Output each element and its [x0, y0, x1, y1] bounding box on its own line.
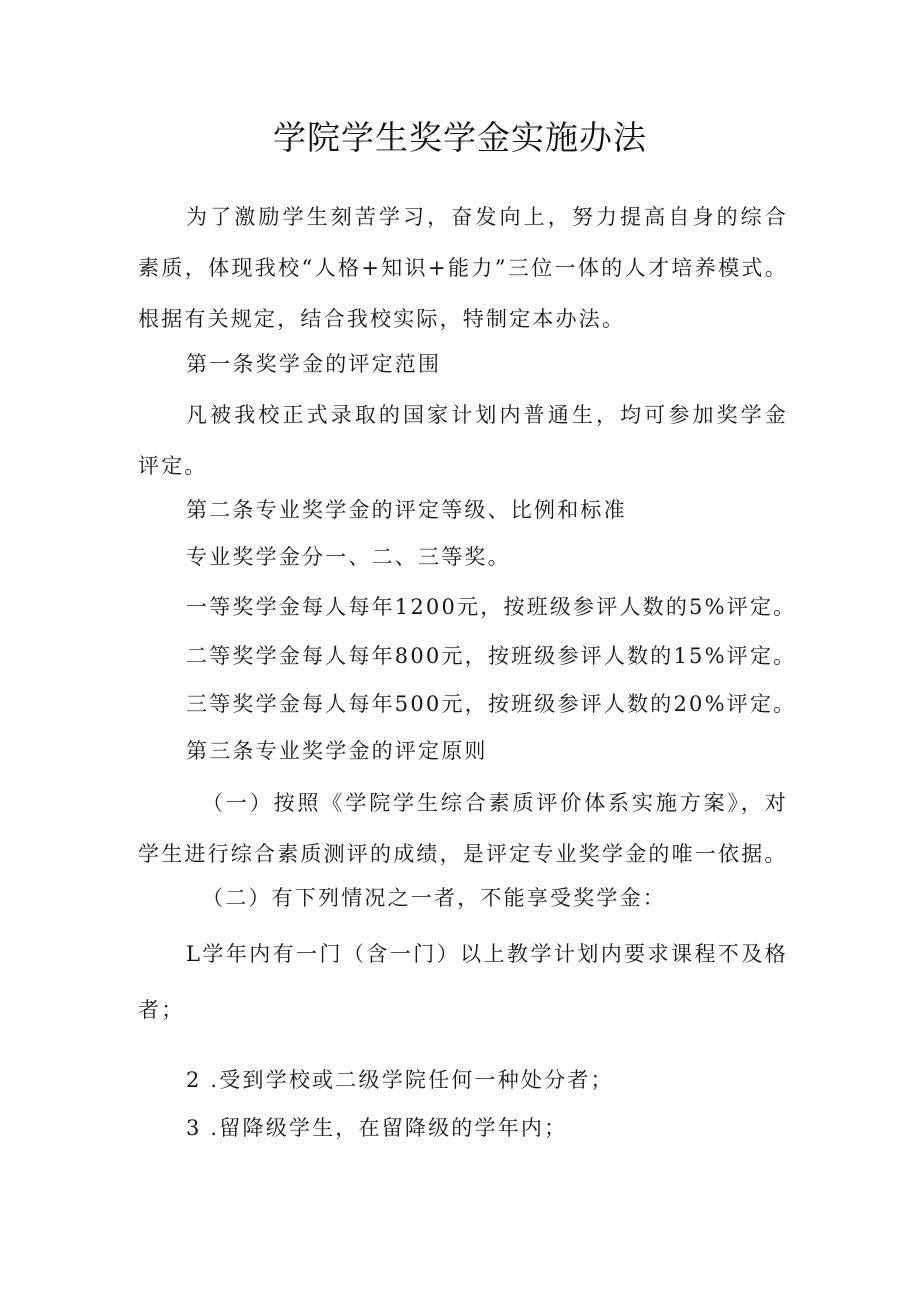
third-prize-line: 三等奖学金每人每年500元，按班级参评人数的20%评定。: [186, 692, 797, 716]
article-3-heading: 第三条专业奖学金的评定原则: [186, 739, 488, 763]
exclusion-item-3: 3 .留降级学生，在留降级的学年内；: [186, 1116, 568, 1140]
article-1-paragraph: 凡被我校正式录取的国家计划内普通生，均可参加奖学金评定。: [138, 403, 788, 478]
article-1-heading: 第一条奖学金的评定范围: [186, 352, 442, 376]
principle-2-paragraph: （二）有下列情况之一者，不能享受奖学金：: [202, 886, 666, 910]
award-levels-line: 专业奖学金分一、二、三等奖。: [186, 545, 511, 569]
second-prize-line: 二等奖学金每人每年800元，按班级参评人数的15%评定。: [186, 644, 797, 668]
exclusion-item-2: 2 .受到学校或二级学院任何一种处分者；: [186, 1068, 614, 1092]
principle-1-paragraph: （一）按照《学院学生综合素质评价体系实施方案》，对学生进行综合素质测评的成绩，是评定专业奖学金的唯一依据。: [138, 791, 788, 866]
intro-paragraph: 为了激励学生刻苦学习，奋发向上，努力提高自身的综合素质，体现我校“人格+知识+能力”三位一体的人才培养模式。根据有关规定，结合我校实际，特制定本办法。: [138, 205, 788, 331]
exclusion-item-1: L学年内有一门（含一门）以上教学计划内要求课程不及格者；: [138, 942, 788, 1022]
document-title: 学院学生奖学金实施办法: [273, 118, 647, 157]
first-prize-line: 一等奖学金每人每年1200元，按班级参评人数的5%评定。: [186, 595, 797, 619]
article-2-heading: 第二条专业奖学金的评定等级、比例和标准: [186, 498, 627, 522]
